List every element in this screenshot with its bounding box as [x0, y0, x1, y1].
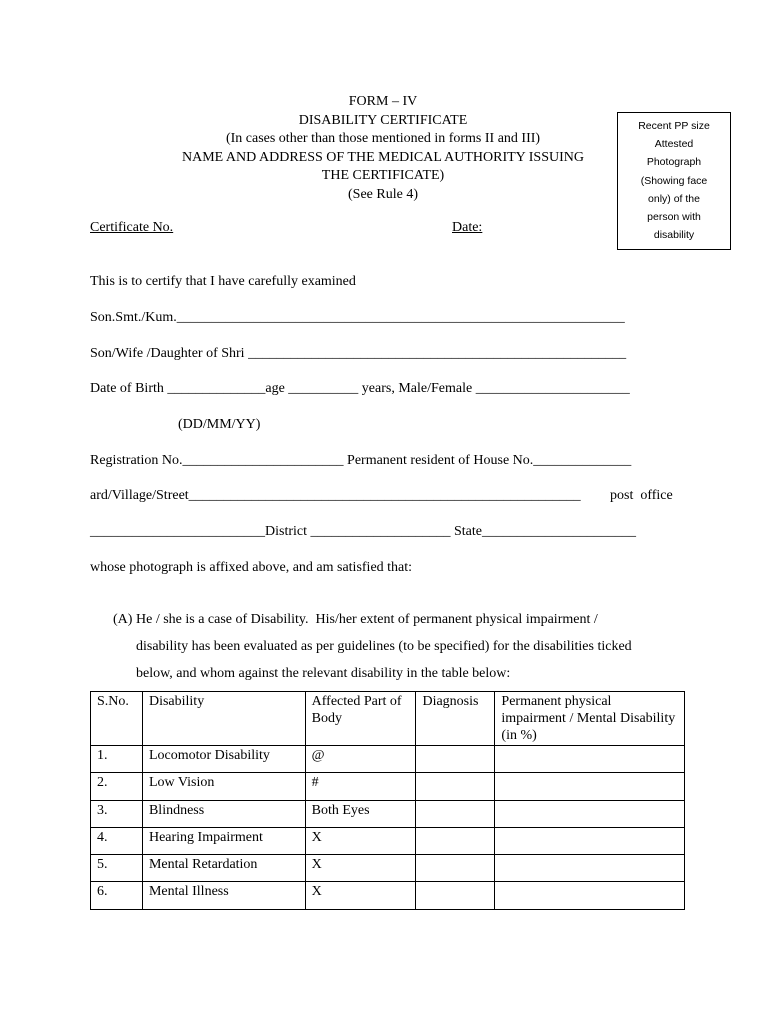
photo-box-line: Photograph [646, 156, 702, 169]
cell-sno: 3. [91, 800, 143, 827]
cell-impairment [495, 800, 685, 827]
header-impairment-percent: Permanent physical impairment / Mental Disability (in %) [495, 692, 685, 746]
cell-impairment [495, 855, 685, 882]
header-affected-part: Affected Part of Body [305, 692, 416, 746]
photo-box-line: disability [653, 229, 695, 242]
cell-sno: 2. [91, 773, 143, 800]
dob-format-hint: (DD/MM/YY) [178, 417, 261, 432]
header-sno: S.No. [91, 692, 143, 746]
certify-statement: This is to certify that I have carefully examined [90, 274, 356, 289]
clause-a-label: (A) [113, 612, 133, 627]
cell-diagnosis [416, 800, 495, 827]
cell-diagnosis [416, 746, 495, 773]
photo-box-line: Attested [654, 138, 694, 151]
cell-disability: Blindness [142, 800, 305, 827]
cell-disability: Low Vision [142, 773, 305, 800]
table-row [91, 800, 685, 827]
cell-affected-part: # [305, 773, 416, 800]
registration-line: Registration No._______________________ Permanent resident of House No.______________ [90, 453, 632, 468]
cell-affected-part: Both Eyes [305, 800, 416, 827]
cell-diagnosis [416, 773, 495, 800]
cell-disability: Mental Illness [142, 882, 305, 909]
cell-disability: Mental Retardation [142, 855, 305, 882]
cell-impairment [495, 882, 685, 909]
cell-sno: 4. [91, 827, 143, 854]
photograph-box [617, 112, 731, 250]
cell-diagnosis [416, 882, 495, 909]
certificate-title: DISABILITY CERTIFICATE [298, 112, 468, 128]
cell-sno: 5. [91, 855, 143, 882]
cell-diagnosis [416, 827, 495, 854]
table-row [91, 773, 685, 800]
photo-box-line: (Showing face [640, 174, 708, 187]
ward-village-line: ard/Village/Street________________________________________________________ [90, 488, 581, 503]
cell-affected-part: X [305, 855, 416, 882]
cell-affected-part: @ [305, 746, 416, 773]
form-header [150, 93, 616, 204]
table-row [91, 882, 685, 909]
patient-name-line: Son.Smt./Kum.________________________________________________________________ [90, 310, 625, 325]
post-office-label: post office [610, 488, 673, 503]
district-state-line: _________________________District ____________________ State______________________ [90, 524, 636, 539]
authority-line-2: THE CERTIFICATE) [321, 168, 445, 183]
clause-a-line-2: disability has been evaluated as per guidelines (to be specified) for the disabilities ticked [136, 639, 632, 654]
clause-a-line-3: below, and whom against the relevant disability in the table below: [136, 666, 511, 681]
header-diagnosis: Diagnosis [416, 692, 495, 746]
form-number: FORM – IV [348, 94, 418, 109]
clause-a-line-1: He / she is a case of Disability. His/her extent of permanent physical impairment / [136, 612, 598, 627]
cell-disability: Hearing Impairment [142, 827, 305, 854]
certificate-subtitle: (In cases other than those mentioned in forms II and III) [225, 131, 541, 146]
parent-name-line: Son/Wife /Daughter of Shri ______________________________________________________ [90, 346, 627, 361]
dob-age-gender-line: Date of Birth ______________age __________ years, Male/Female ______________________ [90, 381, 630, 396]
cell-impairment [495, 773, 685, 800]
cell-affected-part: X [305, 827, 416, 854]
table-row [91, 855, 685, 882]
table-row [91, 746, 685, 773]
cell-diagnosis [416, 855, 495, 882]
photograph-affixed-statement: whose photograph is affixed above, and am satisfied that: [90, 560, 413, 575]
header-disability: Disability [142, 692, 305, 746]
photo-box-line: only) of the [648, 192, 700, 205]
photo-box-line: person with [647, 211, 701, 224]
disability-table [90, 691, 685, 910]
cell-impairment [495, 746, 685, 773]
date-label: Date: [452, 220, 483, 235]
rule-reference: (See Rule 4) [348, 186, 418, 202]
cell-affected-part: X [305, 882, 416, 909]
cell-sno: 6. [91, 882, 143, 909]
cell-sno: 1. [91, 746, 143, 773]
certificate-number-label: Certificate No. [90, 220, 174, 235]
cell-disability: Locomotor Disability [142, 746, 305, 773]
table-row [91, 827, 685, 854]
cell-impairment [495, 827, 685, 854]
authority-line-1: NAME AND ADDRESS OF THE MEDICAL AUTHORITY ISSUING [181, 149, 584, 165]
photo-box-line: Recent PP size [638, 120, 710, 132]
table-header-row [91, 692, 685, 746]
